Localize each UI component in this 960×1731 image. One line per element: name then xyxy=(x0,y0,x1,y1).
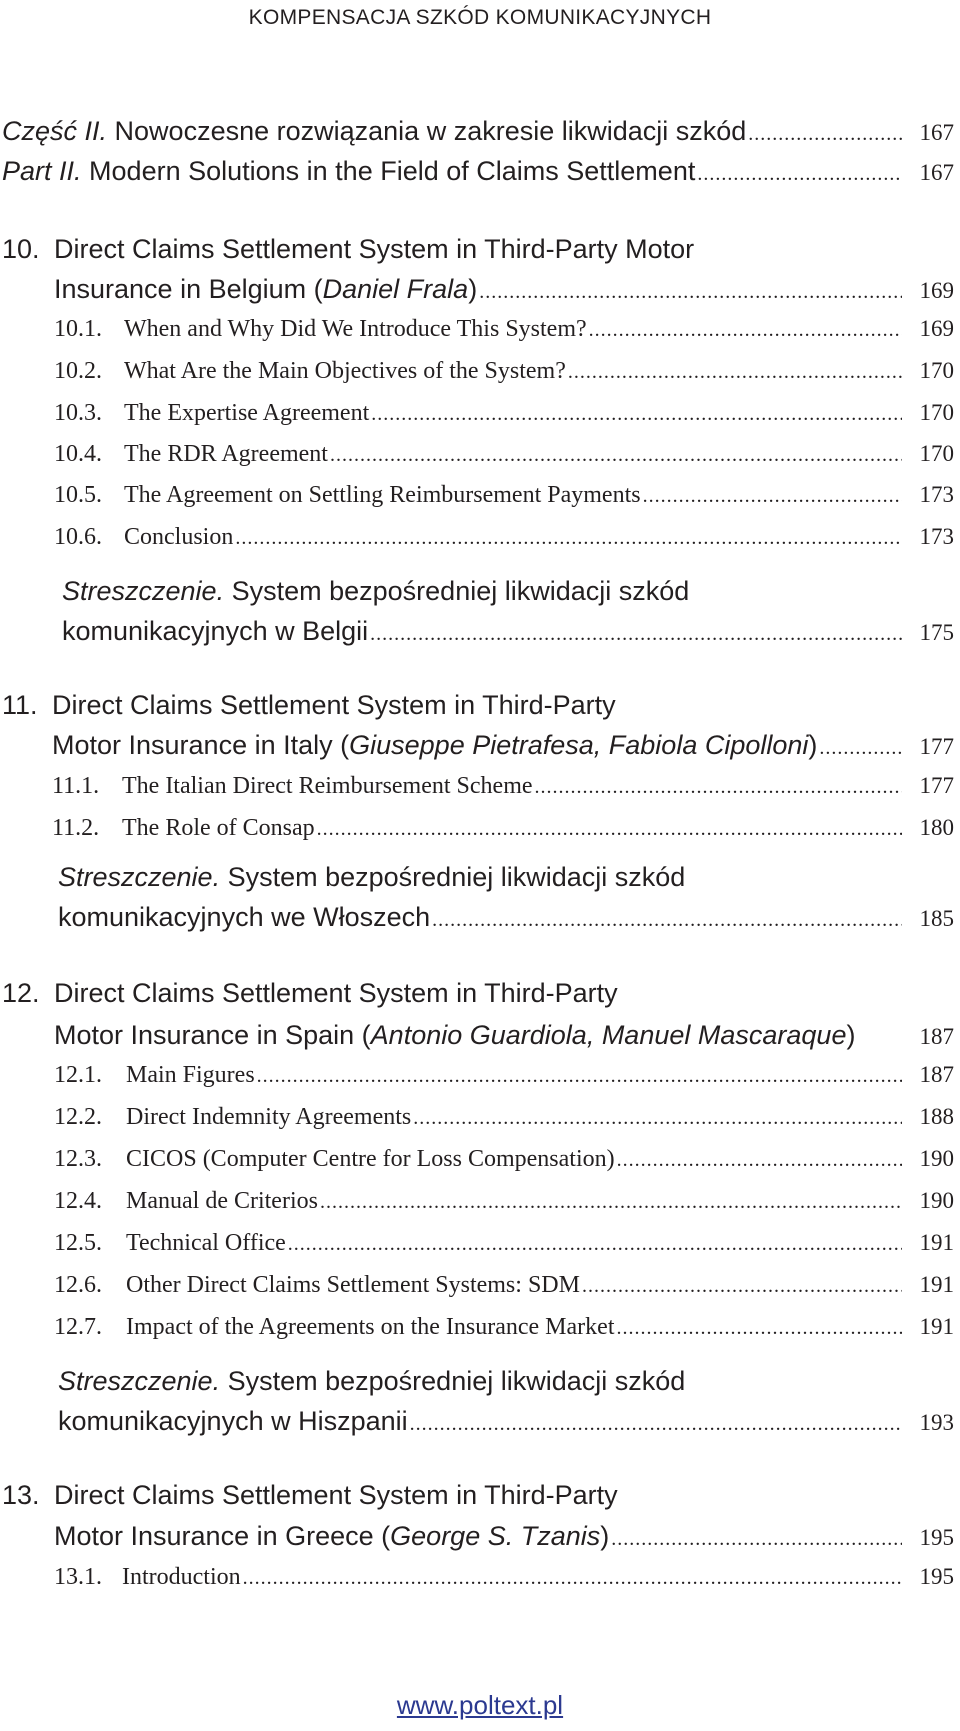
summary-title-line1: System bezpośredniej likwidacji szkód xyxy=(227,1366,686,1396)
section-title: The Italian Direct Reimbursement Scheme xyxy=(122,773,533,799)
leader-dots xyxy=(371,403,902,426)
section-title: When and Why Did We Introduce This System? xyxy=(124,316,587,342)
leader-dots xyxy=(568,361,902,384)
toc-entry-section-10-2[interactable] xyxy=(54,358,954,385)
page-number: 180 xyxy=(919,815,954,840)
toc-entry-part-pl[interactable] xyxy=(2,116,954,147)
page-number: 191 xyxy=(919,1272,954,1297)
publisher-link[interactable]: www.poltext.pl xyxy=(396,1690,564,1720)
chapter-title-close: ) xyxy=(600,1521,610,1551)
leader-dots xyxy=(819,737,902,760)
toc-entry-section-13-1[interactable] xyxy=(54,1564,954,1591)
toc-entry-part-en[interactable] xyxy=(2,156,954,187)
toc-entry-section-12-7[interactable] xyxy=(54,1314,954,1341)
part-label-en: Part II. xyxy=(2,156,82,186)
leader-dots xyxy=(617,1149,902,1172)
chapter-author: George S. Tzanis xyxy=(390,1521,601,1551)
chapter-10-heading xyxy=(2,234,954,265)
chapter-number: 13. xyxy=(2,1480,40,1510)
page-number: 173 xyxy=(919,524,954,549)
toc-entry-summary-11[interactable] xyxy=(58,902,954,933)
toc-entry-summary-10[interactable] xyxy=(62,616,954,647)
section-title: Technical Office xyxy=(126,1230,286,1256)
section-number: 12.2. xyxy=(54,1104,102,1130)
summary-label: Streszczenie. xyxy=(58,862,221,892)
chapter-number: 12. xyxy=(2,978,40,1008)
running-header: KOMPENSACJA SZKÓD KOMUNIKACYJNYCH xyxy=(248,6,712,29)
part-label-pl: Część II. xyxy=(2,116,108,146)
section-title: The RDR Agreement xyxy=(124,441,328,467)
leader-dots xyxy=(330,444,902,467)
chapter-title-line1: Direct Claims Settlement System in Third-Party xyxy=(54,1480,618,1510)
section-number: 12.3. xyxy=(54,1146,102,1172)
section-title: Manual de Criterios xyxy=(126,1188,318,1214)
chapter-title-close: ) xyxy=(808,730,818,760)
chapter-13-heading xyxy=(2,1480,954,1511)
page-number: 190 xyxy=(919,1188,954,1213)
page-number: 188 xyxy=(919,1104,954,1129)
page-number: 195 xyxy=(919,1525,954,1550)
summary-title-line2: komunikacyjnych w Hiszpanii xyxy=(58,1406,408,1436)
chapter-title-line2: Motor Insurance in Greece ( xyxy=(54,1521,391,1551)
summary-12-heading xyxy=(58,1366,954,1397)
summary-label: Streszczenie. xyxy=(62,576,225,606)
page-number: 191 xyxy=(919,1230,954,1255)
leader-dots xyxy=(410,1413,902,1436)
chapter-title-line2: Motor Insurance in Spain ( xyxy=(54,1020,371,1050)
chapter-title-line2: Insurance in Belgium ( xyxy=(54,274,323,304)
section-number: 10.3. xyxy=(54,400,102,426)
section-title: Direct Indemnity Agreements xyxy=(126,1104,412,1130)
leader-dots xyxy=(589,319,902,342)
page-number: 167 xyxy=(919,120,954,145)
section-number: 10.2. xyxy=(54,358,102,384)
section-title: What Are the Main Objectives of the System? xyxy=(124,358,566,384)
section-number: 10.4. xyxy=(54,441,102,467)
toc-entry-summary-12[interactable] xyxy=(58,1406,954,1437)
page-number: 169 xyxy=(919,316,954,341)
leader-dots xyxy=(643,485,902,508)
toc-entry-section-12-6[interactable] xyxy=(54,1272,954,1299)
page-number: 177 xyxy=(919,773,954,798)
chapter-number: 11. xyxy=(2,690,38,720)
leader-dots xyxy=(582,1275,902,1298)
leader-dots xyxy=(697,163,902,186)
page-number: 170 xyxy=(919,441,954,466)
leader-dots xyxy=(479,281,902,304)
leader-dots xyxy=(317,818,902,841)
toc-entry-section-10-6[interactable] xyxy=(54,524,954,551)
chapter-12-heading xyxy=(2,978,954,1009)
summary-11-heading xyxy=(58,862,954,893)
leader-dots xyxy=(413,1107,902,1130)
summary-10-heading xyxy=(62,576,954,607)
section-title: The Role of Consap xyxy=(122,815,315,841)
section-title: Introduction xyxy=(122,1564,241,1590)
chapter-title-close: ) xyxy=(846,1020,856,1050)
section-number: 12.1. xyxy=(54,1062,102,1088)
section-number: 12.4. xyxy=(54,1188,102,1214)
part-title-pl: Nowoczesne rozwiązania w zakresie likwidacji szkód xyxy=(114,116,747,146)
page-number: 175 xyxy=(919,620,954,645)
page-number: 191 xyxy=(919,1314,954,1339)
page-number: 187 xyxy=(919,1024,954,1049)
section-number: 10.1. xyxy=(54,316,102,342)
section-number: 10.6. xyxy=(54,524,102,550)
toc-entry-chapter-11[interactable] xyxy=(52,730,954,761)
section-title: Other Direct Claims Settlement Systems: SDM xyxy=(126,1272,580,1298)
page-number: 195 xyxy=(919,1564,954,1589)
section-title: The Agreement on Settling Reimbursement Payments xyxy=(124,482,641,508)
chapter-number: 10. xyxy=(2,234,40,264)
summary-title-line2: komunikacyjnych we Włoszech xyxy=(58,902,431,932)
chapter-author: Antonio Guardiola, Manuel Mascaraque xyxy=(370,1020,847,1050)
leader-dots xyxy=(235,527,902,550)
section-number: 12.5. xyxy=(54,1230,102,1256)
chapter-11-heading xyxy=(2,690,954,721)
part-title-en: Modern Solutions in the Field of Claims Settlement xyxy=(89,156,696,186)
leader-dots xyxy=(243,1567,902,1590)
summary-title-line1: System bezpośredniej likwidacji szkód xyxy=(227,862,686,892)
toc-entry-section-10-4[interactable] xyxy=(54,441,954,468)
leader-dots xyxy=(370,623,902,646)
section-number: 11.2. xyxy=(52,815,100,841)
leader-dots xyxy=(535,776,902,799)
toc-entry-section-12-4[interactable] xyxy=(54,1188,954,1215)
leader-dots xyxy=(611,1528,902,1551)
leader-dots xyxy=(320,1191,902,1214)
leader-dots xyxy=(748,123,902,146)
summary-title-line2: komunikacyjnych w Belgii xyxy=(62,616,369,646)
summary-title-line1: System bezpośredniej likwidacji szkód xyxy=(231,576,690,606)
leader-dots xyxy=(288,1233,902,1256)
page-number: 170 xyxy=(919,358,954,383)
page-number: 173 xyxy=(919,482,954,507)
toc-entry-section-12-2[interactable] xyxy=(54,1104,954,1131)
toc-entry-section-12-3[interactable] xyxy=(54,1146,954,1173)
chapter-title-line1: Direct Claims Settlement System in Third-Party xyxy=(52,690,616,720)
toc-entry-section-10-3[interactable] xyxy=(54,400,954,427)
page-number: 190 xyxy=(919,1146,954,1171)
chapter-title-line1: Direct Claims Settlement System in Third-Party xyxy=(54,978,618,1008)
toc-entry-chapter-10[interactable] xyxy=(54,274,954,305)
leader-dots xyxy=(432,909,902,932)
toc-entry-section-11-2[interactable] xyxy=(52,815,954,842)
chapter-title-line1: Direct Claims Settlement System in Third-Party Motor xyxy=(54,234,695,264)
page-number: 185 xyxy=(919,906,954,931)
section-number: 10.5. xyxy=(54,482,102,508)
page-number: 187 xyxy=(919,1062,954,1087)
page-number: 170 xyxy=(919,400,954,425)
section-number: 13.1. xyxy=(54,1564,102,1590)
leader-dots xyxy=(616,1317,902,1340)
section-title: Main Figures xyxy=(126,1062,255,1088)
leader-dots xyxy=(257,1065,902,1088)
chapter-title-line2: Motor Insurance in Italy ( xyxy=(52,730,350,760)
page-number: 167 xyxy=(919,160,954,185)
section-title: Impact of the Agreements on the Insurance Market xyxy=(126,1314,615,1340)
toc-entry-section-11-1[interactable] xyxy=(52,773,954,800)
section-number: 12.6. xyxy=(54,1272,102,1298)
toc-entry-chapter-12[interactable] xyxy=(54,1020,954,1051)
section-title: Conclusion xyxy=(124,524,234,550)
chapter-title-close: ) xyxy=(468,274,478,304)
summary-label: Streszczenie. xyxy=(58,1366,221,1396)
page-number: 193 xyxy=(919,1410,954,1435)
page-number: 177 xyxy=(919,734,954,759)
section-number: 11.1. xyxy=(52,773,100,799)
section-number: 12.7. xyxy=(54,1314,102,1340)
toc-entry-section-10-1[interactable] xyxy=(54,316,954,343)
toc-entry-section-12-5[interactable] xyxy=(54,1230,954,1257)
section-title: CICOS (Computer Centre for Loss Compensation) xyxy=(126,1146,615,1172)
toc-entry-section-10-5[interactable] xyxy=(54,482,954,509)
page-number: 169 xyxy=(919,278,954,303)
toc-entry-chapter-13[interactable] xyxy=(54,1521,954,1552)
toc-entry-section-12-1[interactable] xyxy=(54,1062,954,1089)
chapter-author: Giuseppe Pietrafesa, Fabiola Cipolloni xyxy=(349,730,809,760)
chapter-author: Daniel Frala xyxy=(322,274,469,304)
section-title: The Expertise Agreement xyxy=(124,400,370,426)
